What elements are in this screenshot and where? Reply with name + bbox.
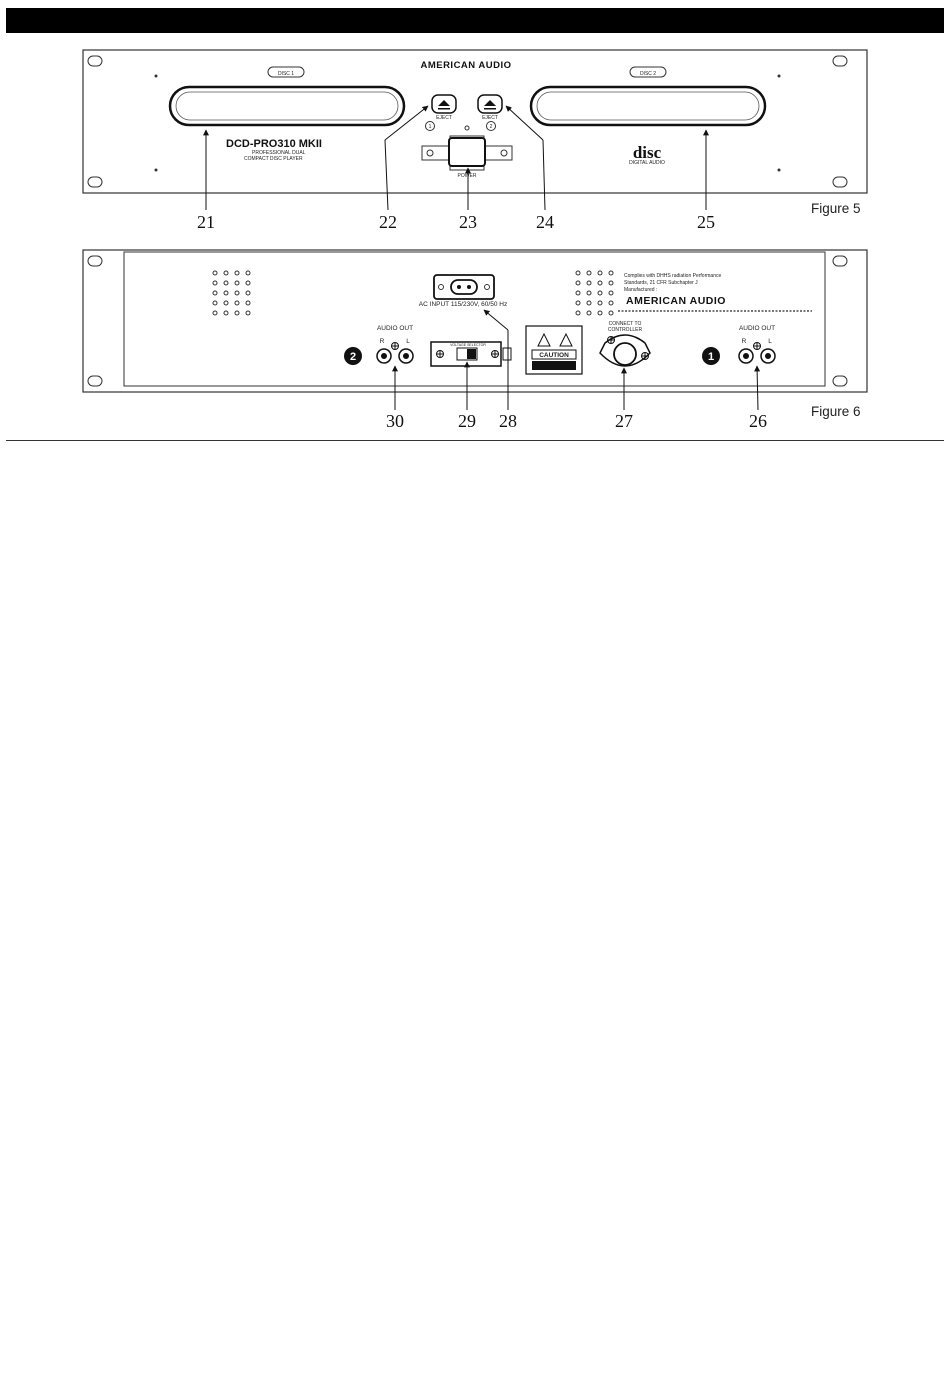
- ac-socket: [451, 280, 477, 294]
- eject-label-2: EJECT: [482, 115, 498, 121]
- callout-21: 21: [197, 212, 215, 232]
- rca-jack-center: [765, 353, 771, 359]
- model-subtitle-1: PROFESSIONAL DUAL: [252, 150, 306, 156]
- model-name: DCD-PRO310 MKII: [226, 138, 322, 150]
- disc1-label: DISC 1: [277, 71, 295, 77]
- callout-24: 24: [536, 212, 554, 232]
- callout-23: 23: [459, 212, 477, 232]
- callout-30: 30: [386, 411, 404, 431]
- ac-pin: [457, 285, 461, 289]
- compliance-line-1: Complies with DHHS radiation Performance: [624, 273, 722, 279]
- disc-tray-2: [531, 87, 765, 125]
- screw: [155, 75, 158, 78]
- disc-tray-1: [170, 87, 404, 125]
- figure-6-label: Figure 6: [811, 404, 861, 419]
- ac-input-label: AC INPUT 115/230V, 60/50 Hz: [418, 301, 508, 308]
- compact-disc-logo: disc: [632, 143, 662, 162]
- rca-jack-center: [743, 353, 749, 359]
- diagram-canvas: [0, 0, 950, 440]
- voltage-selector-label: VOLTAGE SELECTOR: [450, 343, 486, 347]
- screw: [155, 169, 158, 172]
- compliance-line-2: Standards, 21 CFR Subchapter J: [624, 280, 698, 286]
- callout-25: 25: [697, 212, 715, 232]
- compact-disc-logo-sub: DIGITAL AUDIO: [629, 160, 665, 166]
- audio-out-label-2: AUDIO OUT: [376, 325, 414, 332]
- callout-26: 26: [749, 411, 767, 431]
- l-label-1: L: [768, 338, 772, 345]
- rca-jack-center: [403, 353, 409, 359]
- bottom-rule: [6, 440, 944, 441]
- connect-label-1: CONNECT TO: [608, 321, 642, 327]
- r-label-1: R: [741, 338, 747, 345]
- connect-label-2: CONTROLLER: [607, 327, 643, 333]
- model-subtitle-2: COMPACT DISC PLAYER: [244, 156, 303, 162]
- figure-5-label: Figure 5: [811, 201, 861, 216]
- callout-27: 27: [615, 411, 633, 431]
- power-label: POWER: [457, 173, 477, 179]
- brand-logo-text: AMERICAN AUDIO: [420, 60, 512, 71]
- callout-22: 22: [379, 212, 397, 232]
- eject-label-1: EJECT: [436, 115, 452, 121]
- rear-brand-text: AMERICAN AUDIO: [626, 295, 726, 307]
- unit-1-number: 1: [428, 124, 432, 130]
- ac-pin: [467, 285, 471, 289]
- voltage-switch-slider: [467, 349, 476, 359]
- controller-connector: [614, 343, 636, 365]
- screw: [778, 75, 781, 78]
- r-label-2: R: [379, 338, 385, 345]
- callout-29: 29: [458, 411, 476, 431]
- caution-warning-band: [532, 361, 576, 370]
- screw: [778, 169, 781, 172]
- compliance-line-3: Manufactured :: [624, 287, 658, 293]
- caution-text: CAUTION: [539, 352, 569, 359]
- unit-2-badge-number: 2: [349, 351, 357, 363]
- rear-panel: [83, 250, 867, 392]
- l-label-2: L: [406, 338, 410, 345]
- unit-2-number: 2: [489, 124, 493, 130]
- unit-1-badge-number: 1: [707, 351, 715, 363]
- front-panel: [83, 50, 867, 193]
- rca-jack-center: [381, 353, 387, 359]
- rear-panel-outline: [83, 250, 867, 392]
- callout-28: 28: [499, 411, 517, 431]
- disc2-label: DISC 2: [639, 71, 657, 77]
- power-button: [449, 138, 485, 166]
- audio-out-label-1: AUDIO OUT: [738, 325, 776, 332]
